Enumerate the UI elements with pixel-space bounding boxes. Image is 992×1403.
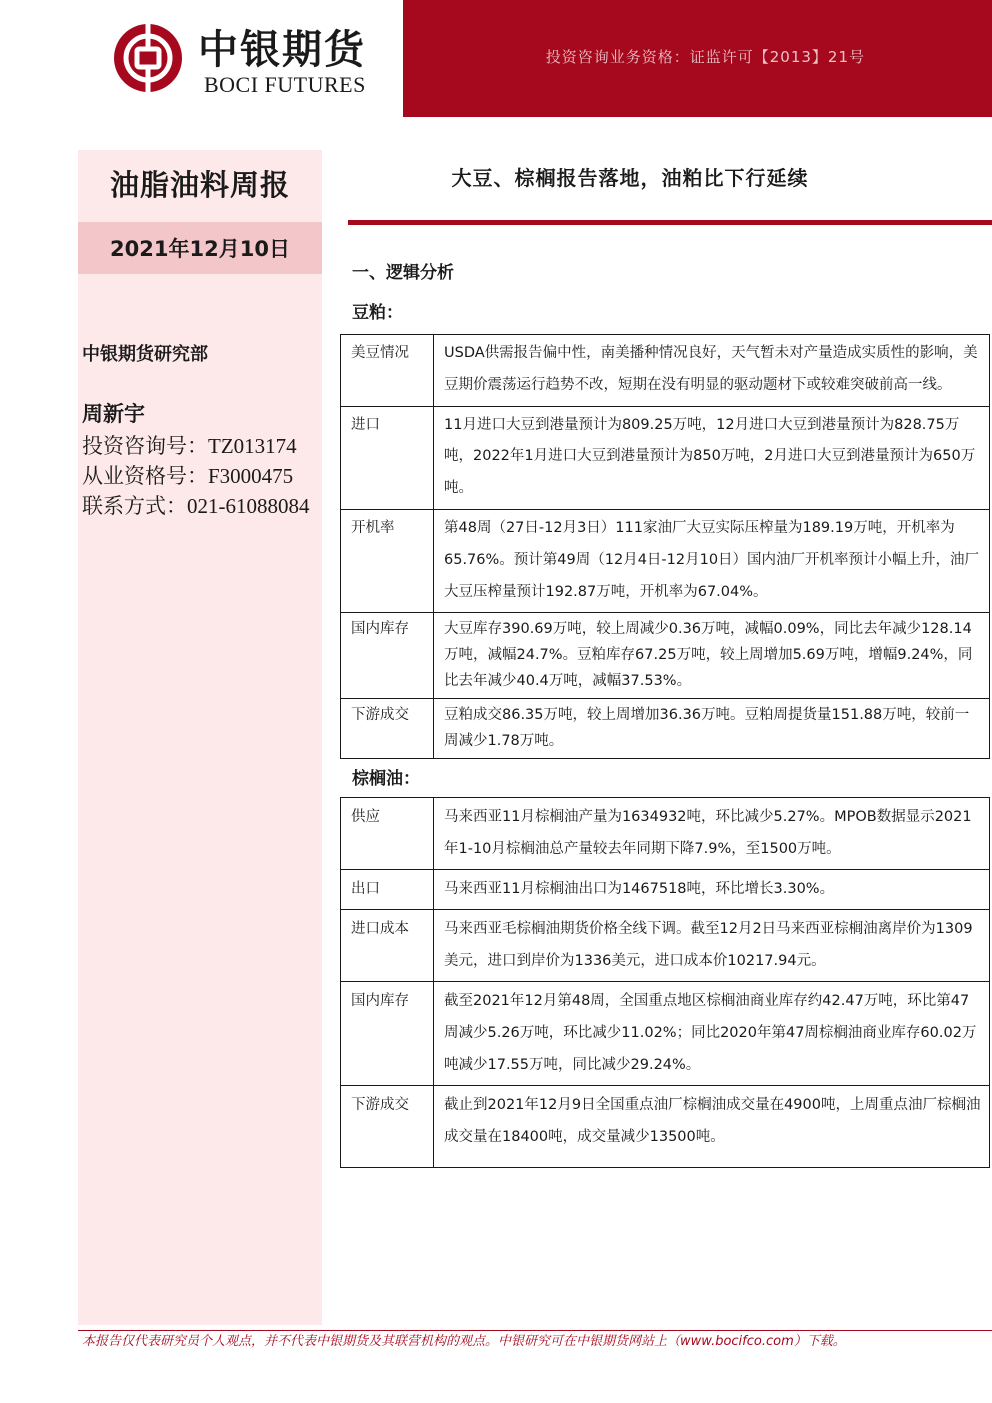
boc-logo-icon xyxy=(112,22,184,94)
brand-name-en: BOCI FUTURES xyxy=(204,72,366,97)
contact-phone: 联系方式：021-61088084 xyxy=(82,494,310,518)
table-row xyxy=(341,509,990,612)
row-label: 开机率 xyxy=(341,509,434,612)
table-row xyxy=(341,910,990,982)
table-row xyxy=(341,699,990,759)
palm-oil-heading: 棕榈油： xyxy=(352,769,420,789)
report-type: 油脂油料周报 xyxy=(109,168,290,202)
row-text: 马来西亚毛棕榈油期货价格全线下调。截至12月2日马来西亚棕榈油离岸价为1309美元，进口到岸价为1336美元，进口成本价10217.94元。 xyxy=(434,910,990,982)
side-panel xyxy=(78,150,322,1325)
palm-oil-table xyxy=(340,797,990,1168)
table-row xyxy=(341,406,990,509)
row-text: USDA供需报告偏中性，南美播种情况良好，天气暂未对产量造成实质性的影响，美豆期价震荡运行趋势不改，短期在没有明显的驱动题材下或较难突破前高一线。 xyxy=(434,335,990,407)
row-text: 马来西亚11月棕榈油产量为1634932吨，环比减少5.27%。MPOB数据显示2021年1-10月棕榈油总产量较去年同期下降7.9%，至1500万吨。 xyxy=(434,798,990,870)
qualification-text: 投资咨询业务资格：证监许可【2013】21号 xyxy=(545,48,865,66)
row-text: 大豆库存390.69万吨，较上周减少0.36万吨，减幅0.09%，同比去年减少128.14万吨，减幅24.7%。豆粕库存67.25万吨，较上周增加5.69万吨，增幅9.24%，同比去年减少40.4万吨，减幅37.53%。 xyxy=(434,613,990,699)
report-date: 2021年12月10日 xyxy=(110,237,290,261)
table-row xyxy=(341,335,990,407)
table-row xyxy=(341,870,990,910)
disclaimer-text: 本报告仅代表研究员个人观点，并不代表中银期货及其联营机构的观点。中银研究可在中银期货网站上（www.bocifco.com）下载。 xyxy=(82,1334,846,1349)
consult-number: 投资咨询号：TZ013174 xyxy=(82,434,297,458)
soymeal-table xyxy=(340,334,990,759)
row-text: 截至2021年12月第48周，全国重点地区棕榈油商业库存约42.47万吨，环比第47周减少5.26万吨，环比减少11.02%；同比2020年第47周棕榈油商业库存60.02万吨减少17.55万吨，同比减少29.24%。 xyxy=(434,982,990,1086)
row-text: 11月进口大豆到港量预计为809.25万吨，12月进口大豆到港量预计为828.75万吨，2022年1月进口大豆到港量预计为850万吨，2月进口大豆到港量预计为650万吨。 xyxy=(434,406,990,509)
table-row xyxy=(341,798,990,870)
department-name: 中银期货研究部 xyxy=(82,344,208,365)
table-row xyxy=(341,1086,990,1168)
row-text: 截止到2021年12月9日全国重点油厂棕榈油成交量在4900吨，上周重点油厂棕榈油成交量在18400吨，成交量减少13500吨。 xyxy=(434,1086,990,1168)
row-label: 国内库存 xyxy=(341,982,434,1086)
title-divider xyxy=(348,220,992,225)
row-label: 出口 xyxy=(341,870,434,910)
brand-name-cn: 中银期货 xyxy=(198,26,366,73)
soymeal-heading: 豆粕： xyxy=(352,303,403,323)
row-label: 美豆情况 xyxy=(341,335,434,407)
row-text: 马来西亚11月棕榈油出口为1467518吨，环比增长3.30%。 xyxy=(434,870,990,910)
row-text: 豆粕成交86.35万吨，较上周增加36.36万吨。豆粕周提货量151.88万吨，较前一周减少1.78万吨。 xyxy=(434,699,990,759)
row-text: 第48周（27日-12月3日）111家油厂大豆实际压榨量为189.19万吨，开机率为65.76%。预计第49周（12月4日-12月10日）国内油厂开机率预计小幅上升，油厂大豆压榨量预计192.87万吨，开机率为67.04%。 xyxy=(434,509,990,612)
row-label: 国内库存 xyxy=(341,613,434,699)
row-label: 下游成交 xyxy=(341,699,434,759)
row-label: 下游成交 xyxy=(341,1086,434,1168)
section-heading: 一、逻辑分析 xyxy=(352,263,454,283)
row-label: 进口 xyxy=(341,406,434,509)
row-label: 供应 xyxy=(341,798,434,870)
table-row xyxy=(341,613,990,699)
qualification-number: 从业资格号：F3000475 xyxy=(82,464,294,488)
table-row xyxy=(341,982,990,1086)
footer-divider xyxy=(78,1330,992,1331)
analyst-name: 周新宇 xyxy=(82,402,145,426)
row-label: 进口成本 xyxy=(341,910,434,982)
report-title: 大豆、棕榈报告落地，油粕比下行延续 xyxy=(451,166,809,190)
